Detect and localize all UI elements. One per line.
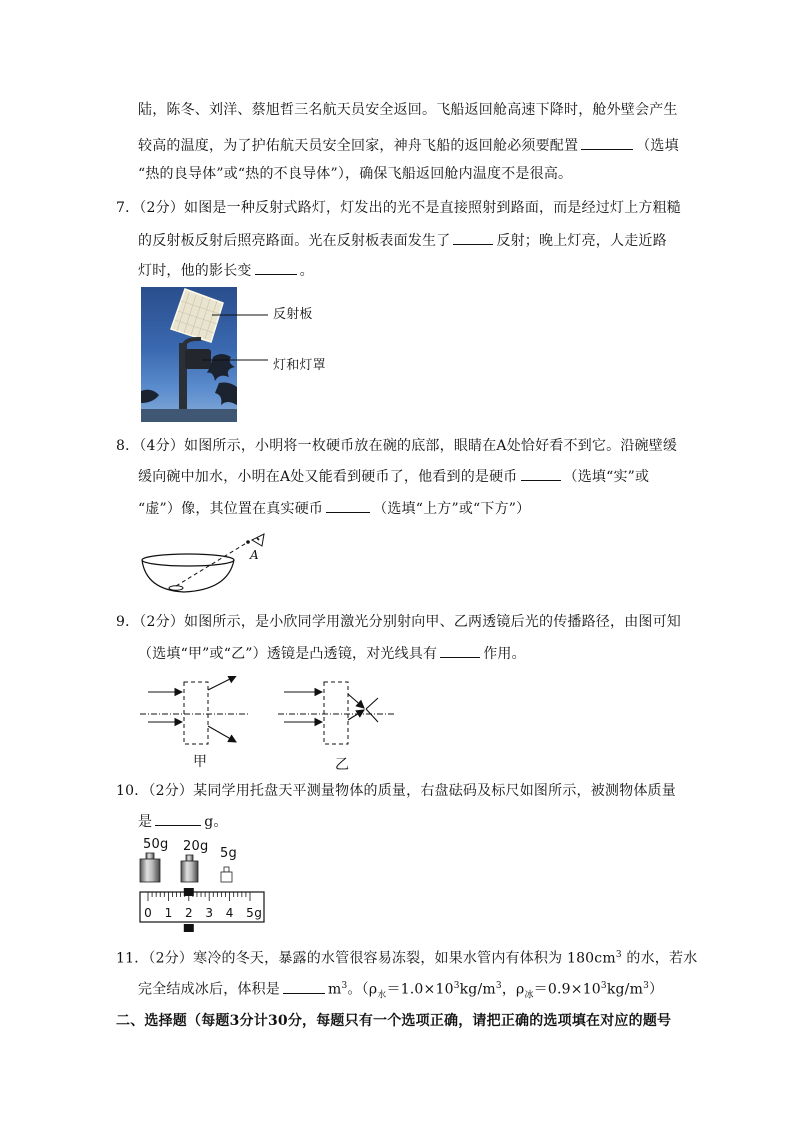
ruler-tick-label: 2 <box>184 906 193 920</box>
q7-line-3 <box>138 260 314 281</box>
q8-line-2b: （选填“实”或 <box>563 469 650 485</box>
q11-unit-sup: 3 <box>341 981 348 991</box>
label-jia: 甲 <box>193 754 208 770</box>
rider-top[interactable] <box>184 888 194 896</box>
weight-5g <box>221 867 232 882</box>
q9-line-2b: 作用。 <box>483 646 526 662</box>
q10-line-1: 10．（2分）某同学用托盘天平测量物体的质量，右盘砝码及标尺如图所示，被测物体质量 <box>116 783 676 799</box>
answer-blank[interactable] <box>283 979 325 994</box>
q7-line-3a: 灯时，他的影长变 <box>138 263 252 279</box>
q9-line-2 <box>138 643 526 664</box>
q11-line-1b: 的水，若水 <box>621 950 698 967</box>
lens-diagram <box>138 676 408 748</box>
coin <box>169 586 183 590</box>
q8-line-1: 8．（4分）如图所示，小明将一枚硬币放在碗的底部，眼睛在A处恰好看不到它。沿碗壁缓 <box>116 438 678 454</box>
ruler-tick-label: 0 <box>144 906 152 920</box>
q11-line-1a: 11．（2分）寒冷的冬天，暴露的水管很容易冻裂，如果水管内有体积为 180cm <box>116 950 616 967</box>
answer-blank[interactable] <box>155 811 201 826</box>
ruler-tick-label: 4 <box>225 906 234 920</box>
weight-50g <box>140 853 160 882</box>
q6-line-1: 陆，陈冬、刘洋、蔡旭哲三名航天员安全返回。飞船返回舱高速下降时，舱外壁会产生 <box>138 102 678 118</box>
q11-line-1 <box>116 945 697 969</box>
q11-line-2a: 完全结成冰后，体积是 <box>138 981 280 998</box>
lens-jia <box>140 676 250 744</box>
answer-blank[interactable] <box>440 643 480 658</box>
q11-eq2: ＝0.9×10 <box>533 981 601 998</box>
label-a: A <box>250 548 259 562</box>
q11-sup-c: 3 <box>600 981 607 991</box>
q6-line-2b: （选填 <box>636 138 679 154</box>
rider-bottom[interactable] <box>184 924 194 932</box>
label-reflector: 反射板 <box>273 307 313 322</box>
balance-scale-ruler <box>138 886 268 934</box>
sight-line <box>176 542 248 586</box>
q10-line-2b: g。 <box>204 814 228 830</box>
q7-line-2b: 反射；晚上灯亮，人走近路 <box>496 233 667 249</box>
point-a <box>246 540 250 544</box>
q8-line-3 <box>138 498 530 519</box>
ruler-tick-label: 3 <box>205 906 214 920</box>
weight-5g-label: 5g <box>220 846 237 861</box>
ruler-tick-label: 1 <box>164 906 173 920</box>
q11-unit1: kg/m <box>459 981 496 998</box>
q10-line-2a: 是 <box>138 814 153 830</box>
answer-blank[interactable] <box>326 498 370 513</box>
lens-yi <box>278 682 396 744</box>
q11-rho-water: 。（ρ <box>347 981 378 998</box>
q11-close: ） <box>649 981 664 998</box>
q8-line-2a: 缓向碗中加水，小明在A处又能看到硬币了，他看到的是硬币 <box>138 469 518 485</box>
q7-line-2a: 的反射板反射后照亮路面。光在反射板表面发生了 <box>138 233 451 249</box>
ruler-tick-label: 5 <box>246 906 254 920</box>
weight-50g-label: 50g <box>143 837 169 852</box>
ruler-tick-label: g <box>254 906 262 920</box>
q11-sub-ice: 冰 <box>524 990 534 1001</box>
label-yi: 乙 <box>335 757 350 773</box>
q11-eq1: ＝1.0×10 <box>386 981 454 998</box>
q8-line-3a: “虚”）像，其位置在真实硬币 <box>138 501 324 517</box>
weight-20g <box>181 855 198 882</box>
q9-line-1: 9．（2分）如图所示，是小欣同学用激光分别射向甲、乙两透镜后光的传播路径，由图可知 <box>116 614 682 630</box>
q11-sup-d: 3 <box>643 981 649 991</box>
answer-blank[interactable] <box>453 230 493 245</box>
q11-rho-ice: ，ρ <box>501 981 525 998</box>
q6-line-2a: 较高的温度，为了护佑航天员安全回家，神舟飞船的返回舱必须要配置 <box>138 138 579 154</box>
q11-sub-water: 水 <box>377 990 387 1001</box>
q9-line-2a: （选填“甲”或“乙”）透镜是凸透镜，对光线具有 <box>138 646 438 662</box>
q7-line-2 <box>138 230 667 251</box>
bowl-rim <box>142 554 234 566</box>
answer-blank[interactable] <box>581 135 633 150</box>
q11-sup: 3 <box>615 950 622 960</box>
q11-sup-a: 3 <box>453 981 460 991</box>
q11-unit2: kg/m <box>606 981 644 998</box>
q6-line-3: “热的良导体”或“热的不良导体”），确保飞船返回舱内温度不是很高。 <box>138 166 573 182</box>
answer-blank[interactable] <box>521 466 561 481</box>
q8-line-2 <box>138 466 649 487</box>
weights-illustration <box>136 850 246 884</box>
q10-line-2 <box>138 811 228 832</box>
weight-20g-label: 20g <box>183 839 209 854</box>
q11-sup-b: 3 <box>495 981 502 991</box>
section-2-title: 二、选择题（每题3分计30分，每题只有一个选项正确，请把正确的选项填在对应的题号 <box>116 1013 672 1029</box>
q6-line-2 <box>138 135 679 156</box>
q7-line-3b: 。 <box>299 263 314 279</box>
q7-line-1: 7．（2分）如图是一种反射式路灯，灯发出的光不是直接照射到路面，而是经过灯上方粗糙 <box>116 200 682 216</box>
q11-unit: m <box>328 981 342 998</box>
q11-line-2 <box>138 976 663 1005</box>
label-lamp: 灯和灯罩 <box>273 358 326 373</box>
answer-blank[interactable] <box>255 260 297 275</box>
q8-line-3b: （选填“上方”或“下方”） <box>373 501 531 517</box>
